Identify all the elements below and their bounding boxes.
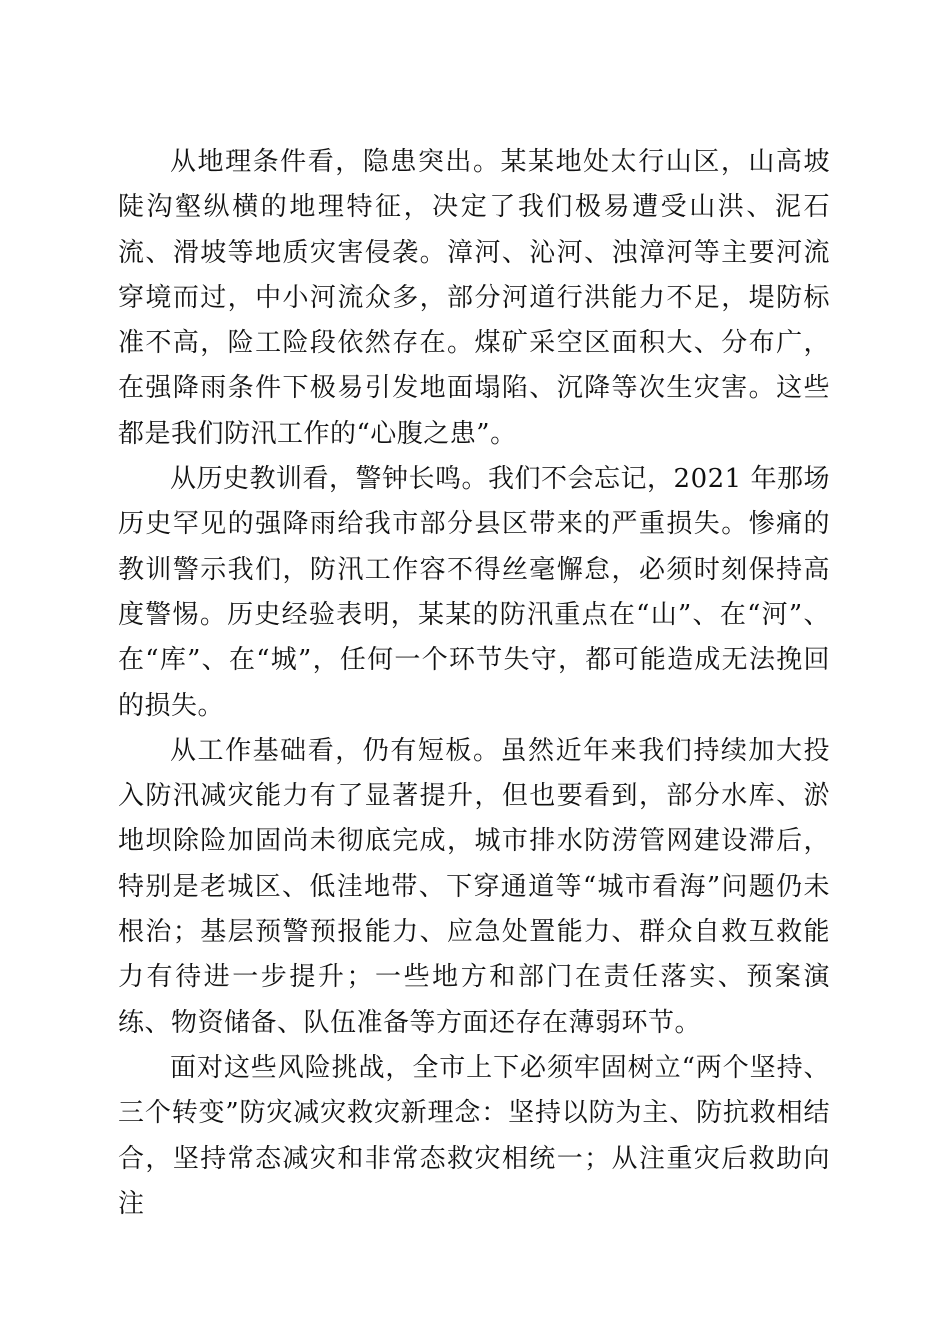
- paragraph-risk-response: 面对这些风险挑战，全市上下必须牢固树立“两个坚持、三个转变”防灾减灾救灾新理念：坚持以防为主、防抗救相结合，坚持常态减灾和非常态救灾相统一；从注重灾后救助向注: [118, 1052, 830, 1219]
- body-text: [118, 140, 830, 1227]
- paragraph-history: 从历史教训看，警钟长鸣。我们不会忘记，2021 年那场历史罕见的强降雨给我市部分县区带来的严重损失。惨痛的教训警示我们，防汛工作容不得丝毫懈怠，必须时刻保持高度警惕。历史经验表明，某某的防汛重点在“山”、在“河”、在“库”、在“城”，任何一个环节失守，都可能造成无法挽回的损失。: [118, 464, 830, 721]
- paragraph-geography: 从地理条件看，隐患突出。某某地处太行山区，山高坡陡沟壑纵横的地理特征，决定了我们极易遭受山洪、泥石流、滑坡等地质灾害侵袭。漳河、沁河、浊漳河等主要河流穿境而过，中小河流众多，部分河道行洪能力不足，堤防标准不高，险工险段依然存在。煤矿采空区面积大、分布广，在强降雨条件下极易引发地面塌陷、沉降等次生灾害。这些都是我们防汛工作的“心腹之患”。: [118, 147, 830, 449]
- paragraph-work-foundation: 从工作基础看，仍有短板。虽然近年来我们持续加大投入防汛减灾能力有了显著提升，但也要看到，部分水库、淤地坝除险加固尚未彻底完成，城市排水防涝管网建设滞后，特别是老城区、低洼地带、下穿通道等“城市看海”问题仍未根治；基层预警预报能力、应急处置能力、群众自救互救能力有待进一步提升；一些地方和部门在责任落实、预案演练、物资储备、队伍准备等方面还存在薄弱环节。: [118, 735, 830, 1038]
